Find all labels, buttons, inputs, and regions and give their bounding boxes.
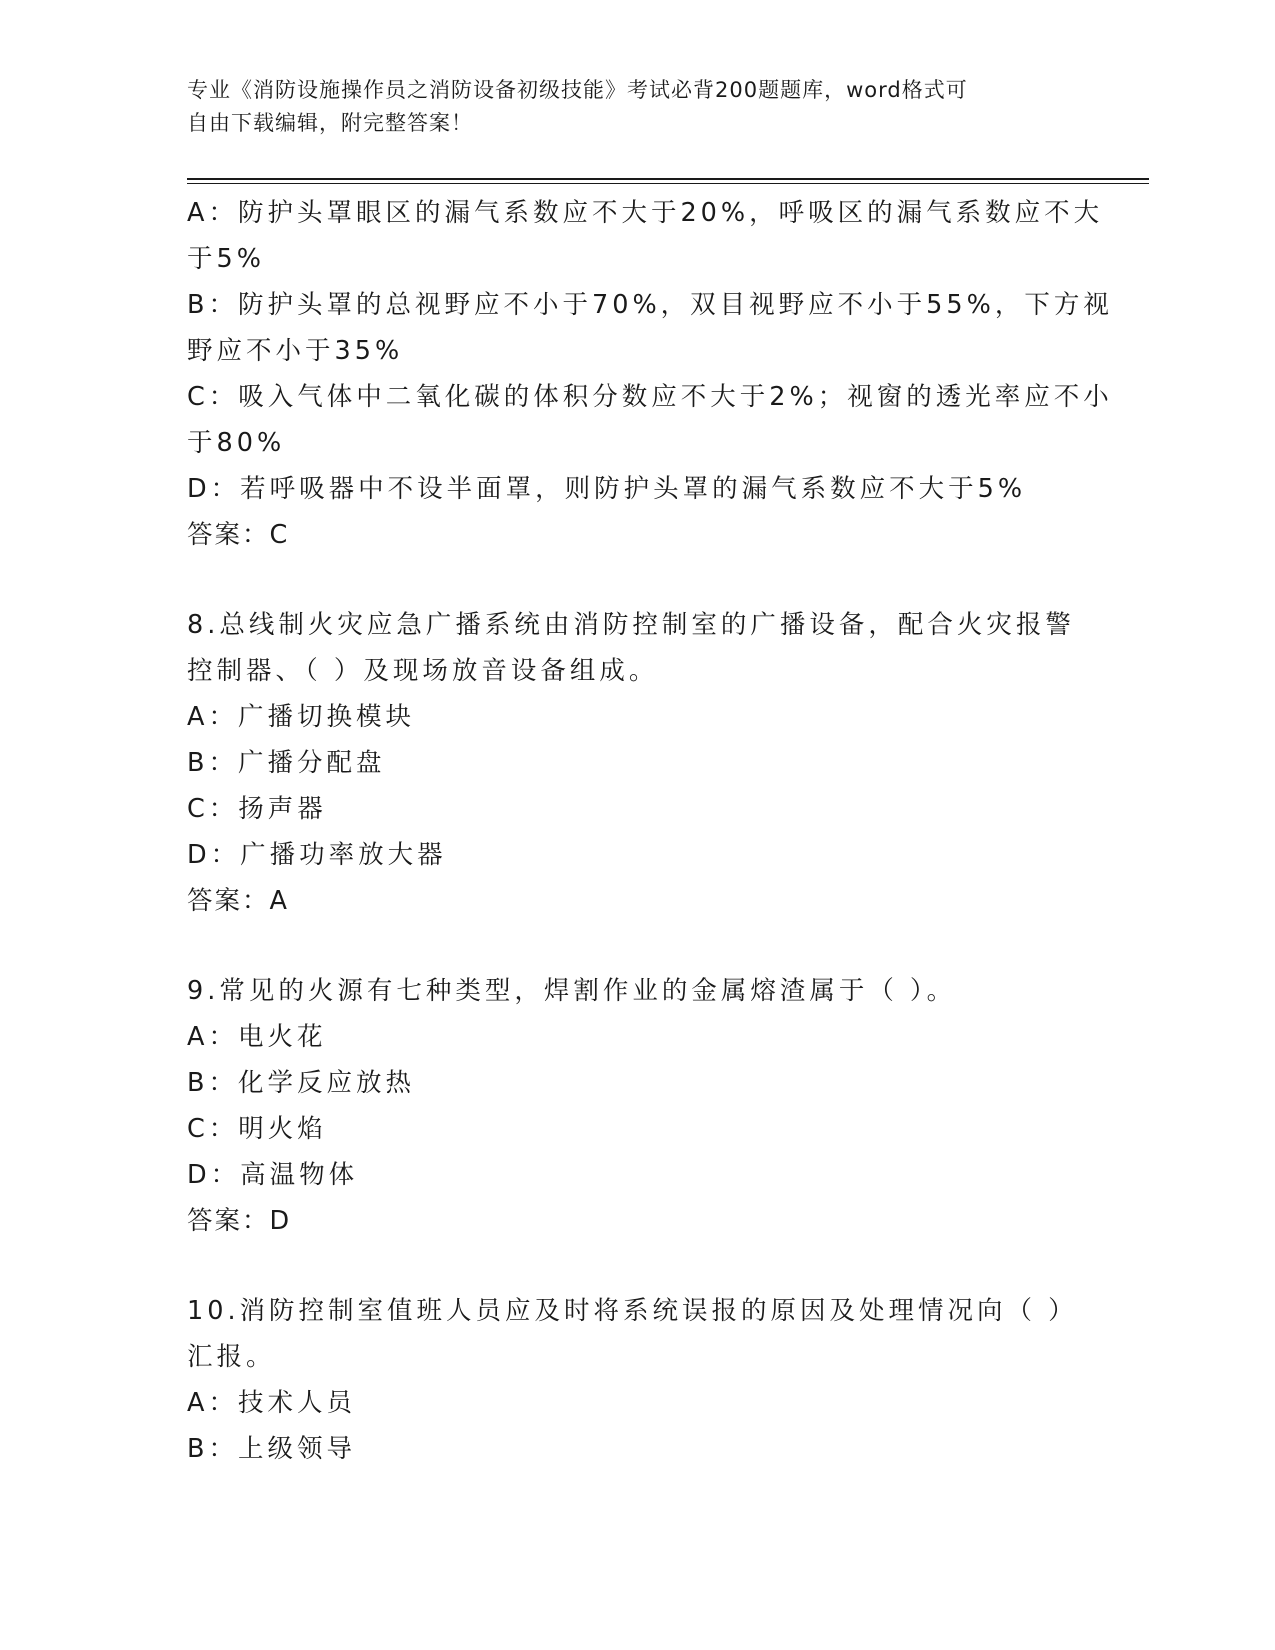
header-line-2: 自由下载编辑，附完整答案！ [187, 111, 473, 135]
q8-option-c: C：扬声器 [187, 794, 327, 824]
q8-answer: 答案：A [187, 886, 289, 916]
q7-option-a-line-2: 于5% [187, 244, 265, 274]
q8-option-d: D：广播功率放大器 [187, 840, 447, 870]
q7-option-c-line-2: 于80% [187, 428, 286, 458]
q8-question-line-2: 控制器、（ ）及现场放音设备组成。 [187, 656, 659, 686]
q9-option-d: D：高温物体 [187, 1160, 359, 1190]
q7-option-a-line-1: A：防护头罩眼区的漏气系数应不大于20%，呼吸区的漏气系数应不大 [187, 198, 1104, 228]
q9-option-c: C：明火焰 [187, 1114, 327, 1144]
q10-option-b: B：上级领导 [187, 1434, 356, 1464]
q9-option-b: B：化学反应放热 [187, 1068, 415, 1098]
header-divider-thin [187, 183, 1149, 184]
header-divider-thick [187, 178, 1149, 180]
q7-option-b-line-1: B：防护头罩的总视野应不小于70%，双目视野应不小于55%，下方视 [187, 290, 1113, 320]
q7-option-c-line-1: C：吸入气体中二氧化碳的体积分数应不大于2%；视窗的透光率应不小 [187, 382, 1113, 412]
question-10 [187, 1288, 1087, 1472]
question-7 [187, 190, 1113, 558]
q7-option-b-line-2: 野应不小于35% [187, 336, 404, 366]
q9-question-line-1: 9.常见的火源有七种类型，焊割作业的金属熔渣属于（ ）。 [187, 976, 957, 1006]
q9-option-a: A：电火花 [187, 1022, 327, 1052]
q10-question-line-1: 10.消防控制室值班人员应及时将系统误报的原因及处理情况向（ ） [187, 1296, 1078, 1326]
q10-option-a: A：技术人员 [187, 1388, 356, 1418]
q7-option-d: D：若呼吸器中不设半面罩，则防护头罩的漏气系数应不大于5% [187, 474, 1027, 504]
q8-option-a: A：广播切换模块 [187, 702, 415, 732]
question-8 [187, 602, 1087, 924]
question-list [187, 190, 1113, 1472]
header-line-1: 专业《消防设施操作员之消防设备初级技能》考试必背200题题库，word格式可 [187, 78, 968, 102]
q8-option-b: B：广播分配盘 [187, 748, 386, 778]
q8-question-line-1: 8.总线制火灾应急广播系统由消防控制室的广播设备，配合火灾报警 [187, 610, 1075, 640]
q10-question-line-2: 汇报。 [187, 1342, 276, 1372]
q7-answer: 答案：C [187, 520, 290, 550]
q9-answer: 答案：D [187, 1206, 292, 1236]
question-9 [187, 968, 1087, 1244]
document-header [187, 74, 1067, 140]
